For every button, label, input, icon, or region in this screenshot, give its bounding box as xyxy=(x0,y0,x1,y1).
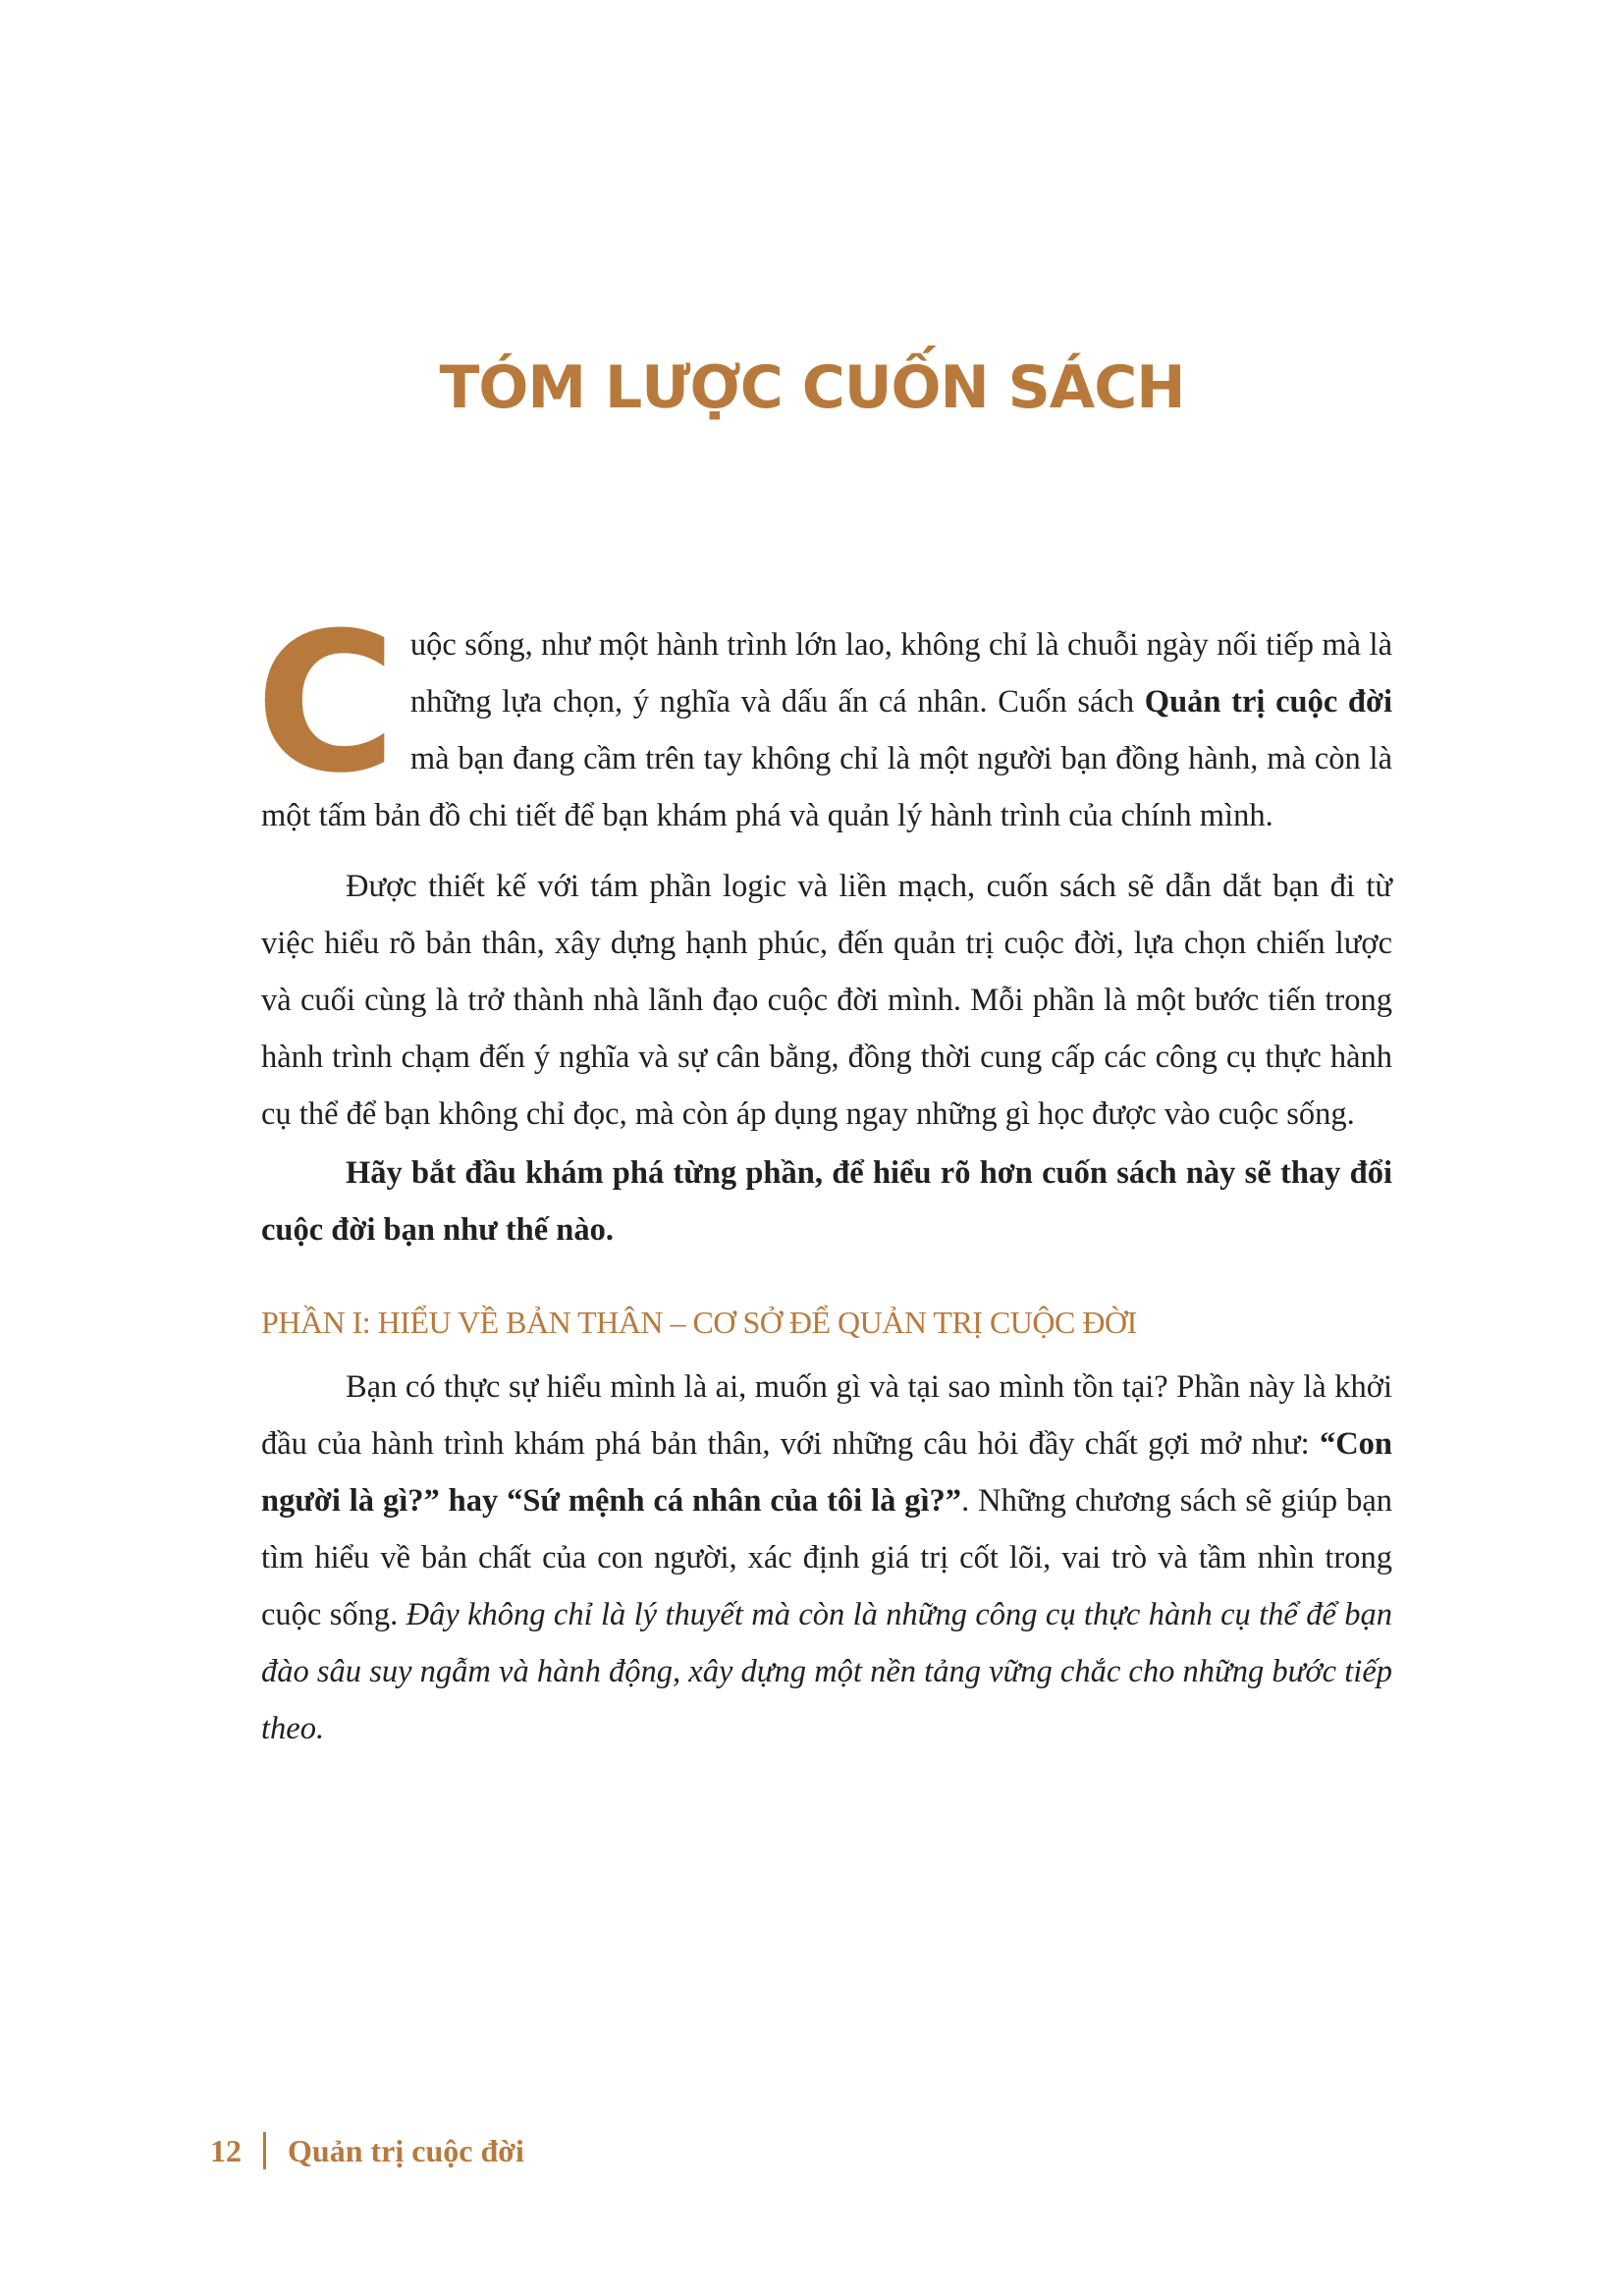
running-title: Quản trị cuộc đời xyxy=(288,2132,524,2168)
page-number: 12 xyxy=(210,2132,242,2168)
call-to-action-paragraph xyxy=(261,1145,1392,1258)
overview-paragraph: Được thiết kế với tám phần logic và liền mạch, cuốn sách sẽ dẫn dắt bạn đi từ việc hiểu rõ bản thân, xây dựng hạnh phúc, đến quản trị cuộc đời, lựa chọn chiến lược và cuối cùng là trở thành nhà lãnh đạo cuộc đời mình. Mỗi phần là một bước tiến trong hành trình chạm đến ý nghĩa và sự cân bằng, đồng thời cung cấp các công cụ thực hành cụ thể để bạn không chỉ đọc, mà còn áp dụng ngay những gì học được vào cuộc sống. xyxy=(261,869,1392,1132)
section-text: . Những chương sách sẽ giúp bạn tìm hiểu về bản chất của con người, xác định giá trị cốt lõi, vai trò và tầm nhìn trong cuộc sống. xyxy=(261,1483,1392,1632)
section-paragraph xyxy=(261,1359,1392,1757)
intro-text: uộc sống, như một hành trình lớn lao, không chỉ là chuỗi ngày nối tiếp mà là những lựa chọn, ý nghĩa và dấu ấn cá nhân. Cuốn sách xyxy=(409,627,1392,720)
page-title: TÓM LƯỢC CUỐN SÁCH xyxy=(439,353,1185,422)
intro-paragraph xyxy=(255,592,1393,844)
section-text: Bạn có thực sự hiểu mình là ai, muốn gì và tại sao mình tồn tại? Phần này là khởi đầu của hành trình khám phá bản thân, với những câu hỏi đầy chất gợi mở như: xyxy=(261,1369,1392,1462)
call-to-action-text: Hãy bắt đầu khám phá từng phần, để hiểu rõ hơn cuốn sách này sẽ thay đổi cuộc đời bạn như thế nào. xyxy=(261,1155,1392,1248)
book-title-bold: Quản trị cuộc đời xyxy=(1144,684,1393,720)
intro-text: mà bạn đang cầm trên tay không chỉ là một người bạn đồng hành, mà còn là một tấm bản đồ chi tiết để bạn khám phá và quản lý hành trình của chính mình. xyxy=(261,741,1392,833)
page-body xyxy=(255,592,1393,1757)
page-footer xyxy=(210,2132,524,2169)
section-text-italic: Đây không chỉ là lý thuyết mà còn là những công cụ thực hành cụ thể để bạn đào sâu suy ngẫm và hành động, xây dựng một nền tảng vững chắc cho những bước tiếp theo. xyxy=(261,1597,1392,1746)
footer-divider xyxy=(263,2132,266,2169)
section-heading: PHẦN I: HIỂU VỀ BẢN THÂN – CƠ SỞ ĐỂ QUẢN TRỊ CUỘC ĐỜI xyxy=(261,1305,1137,1340)
drop-cap: C xyxy=(255,592,397,816)
section-questions-bold: “Con người là gì?” hay “Sứ mệnh cá nhân của tôi là gì?” xyxy=(261,1426,1392,1519)
